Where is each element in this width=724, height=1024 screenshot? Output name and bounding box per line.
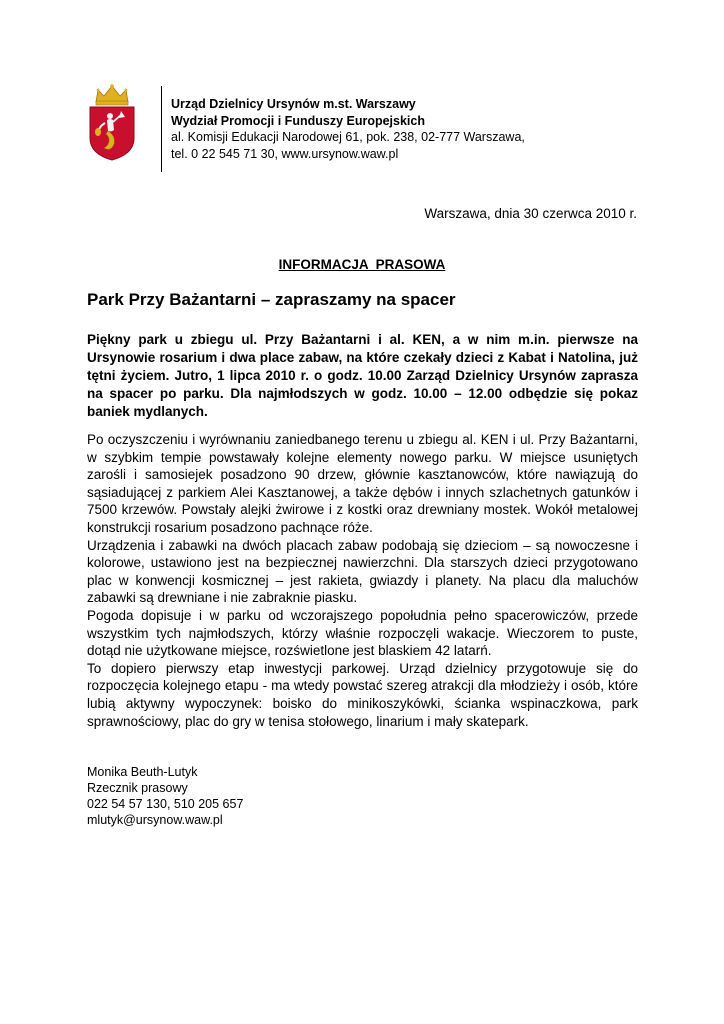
org-address: al. Komisji Edukacji Narodowej 61, pok. 238, 02-777 Warszawa, xyxy=(171,130,525,144)
body-text xyxy=(87,431,638,730)
body-paragraph: Urządzenia i zabawki na dwóch placach zabaw podobają się dzieciom – są nowoczesne i kolorowe, ustawiono jest na bezpiecznej nawierzchni. Dla starszych dzieci przygotowano plac w konwencji kosmicznej – jest rakieta, gwiazdy i planety. Na placu dla maluchów zabawki są drewniane i nie zabraknie piasku. xyxy=(87,537,638,606)
signature-name: Monika Beuth-Lutyk xyxy=(87,765,198,779)
signature-block xyxy=(87,764,243,828)
lead-paragraph: Piękny park u zbiegu ul. Przy Bażantarni i al. KEN, a w nim m.in. pierwsze na Ursynowie rosarium i dwa place zabaw, na które czekały dzieci z Kabat i Natolina, już tętni życiem. Jutro, 1 lipca 2010 r. o godz. 10.00 Zarząd Dzielnicy Ursynów zaprasza na spacer po parku. Dla najmłodszych w godz. 10.00 – 12.00 odbędzie się pokaz baniek mydlanych. xyxy=(87,332,638,419)
date-line: Warszawa, dnia 30 czerwca 2010 r. xyxy=(424,206,637,221)
signature-email: mlutyk@ursynow.waw.pl xyxy=(87,813,223,827)
info-heading: INFORMACJA PRASOWA xyxy=(278,257,446,272)
signature-role: Rzecznik prasowy xyxy=(87,781,188,795)
department-name: Wydział Promocji i Funduszy Europejskich xyxy=(171,113,425,128)
body-paragraph: To dopiero pierwszy etap inwestycji parkowej. Urząd dzielnicy przygotowuje się do rozpoczęcia kolejnego etapu - ma wtedy powstać szereg atrakcji dla młodzieży i osób, które lubią aktywny wypoczynek: boisko do minikoszykówki, ścianka wspinaczkowa, park sprawnościowy, plac do gry w tenisa stołowego, linarium i mały skatepark. xyxy=(87,660,638,729)
signature-phones: 022 54 57 130, 510 205 657 xyxy=(87,797,244,811)
header-divider xyxy=(161,86,162,172)
warsaw-mermaid-crest-icon xyxy=(86,82,138,162)
org-name: Urząd Dzielnicy Ursynów m.st. Warszawy xyxy=(171,97,416,111)
org-contact: tel. 0 22 545 71 30, www.ursynow.waw.pl xyxy=(171,146,399,161)
body-paragraph: Po oczyszczeniu i wyrównaniu zaniedbanego terenu u zbiegu al. KEN i ul. Przy Bażantarni, w szybkim tempie powstawały kolejne elementy nowego parku. W miejsce usuniętych zarośli i samosiejek posadzono 90 drzew, głównie kasztanowców, które nawiązują do sąsiadującej z parkiem Alei Kasztanowej, a także dębów i innych szlachetnych gatunków i 7500 krzewów. Powstały alejki żwirowe i z kostki oraz drewniany mostek. Wokół metalowej konstrukcji rosarium posadzono pachnące róże. xyxy=(87,432,638,535)
page-title: Park Przy Bażantarni – zapraszamy na spacer xyxy=(87,290,456,309)
body-paragraph: Pogoda dopisuje i w parku od wczorajszego popołudnia pełno spacerowiczów, przede wszystkim tych najmłodszych, którzy właśnie rozpoczęli wakacje. Wieczorem to puste, dotąd nie użytkowane miejsce, rozświetlone jest blaskiem 42 latarń. xyxy=(87,607,638,659)
organization-block xyxy=(171,96,525,162)
